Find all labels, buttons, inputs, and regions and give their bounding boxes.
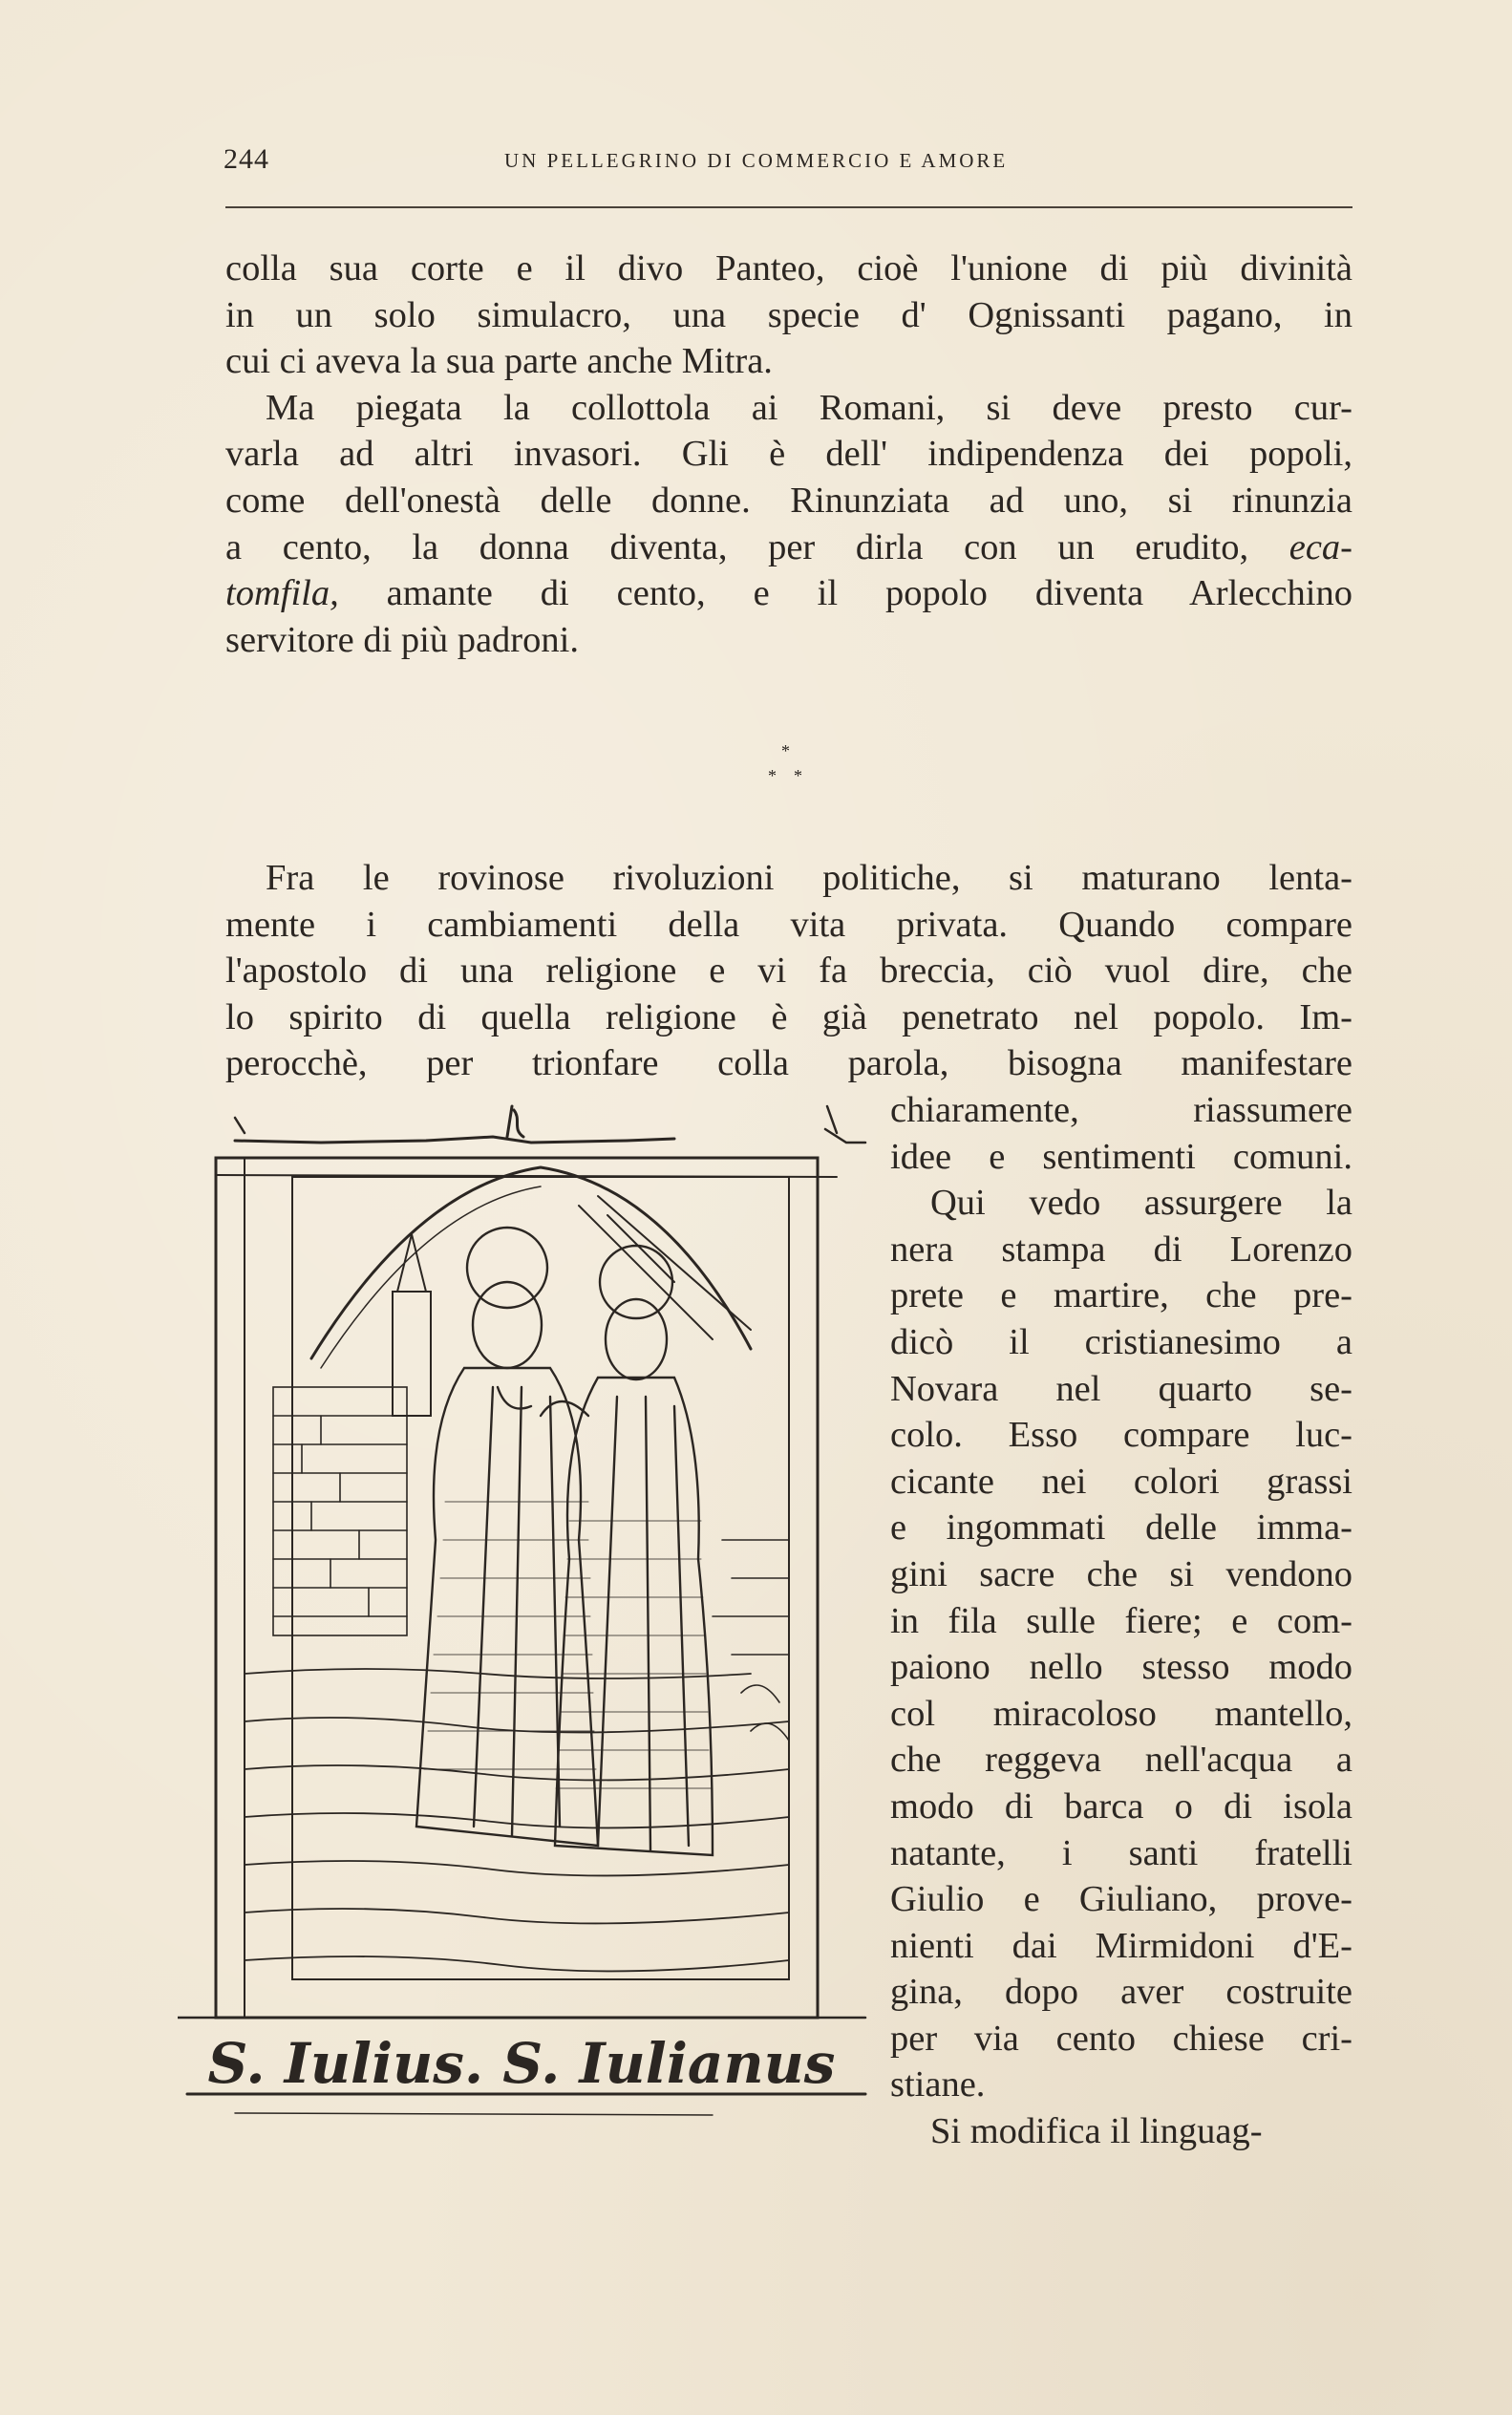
text-line: servitore di più padroni. <box>225 619 579 660</box>
text-line: e ingommati delle imma- <box>890 1507 1352 1549</box>
text-line: cui ci aveva la sua parte anche Mitra. <box>225 341 773 382</box>
header-rule <box>225 206 1352 208</box>
text-line: stiane. <box>890 2064 986 2105</box>
text-line: mente i cambiamenti della vita privata. Quando compare <box>225 904 1352 945</box>
paragraph-top <box>225 246 1352 663</box>
text-line: nera stampa di Lorenzo <box>890 1229 1352 1270</box>
text-line: gini sacre che si vendono <box>890 1553 1352 1594</box>
text-line: idee e sentimenti comuni. <box>890 1136 1352 1177</box>
text-line-with-italic <box>225 570 1352 617</box>
text-segment: a cento, la donna diventa, per dirla con un erudito, <box>225 526 1249 567</box>
text-line: natante, i santi fratelli <box>890 1832 1352 1873</box>
running-title: UN PELLEGRINO DI COMMERCIO E AMORE <box>504 149 1009 172</box>
text-line: perocchè, per trionfare colla parola, bisogna manifestare <box>225 1043 1352 1084</box>
text-line: per via cento chiese cri- <box>890 2018 1352 2059</box>
text-line: paiono nello stesso modo <box>890 1647 1352 1688</box>
text-line: prete e martire, che pre- <box>890 1275 1352 1316</box>
text-line: col miracoloso mantello, <box>890 1693 1352 1734</box>
text-segment: amante di cento, e il popolo diventa Arlecchino <box>386 573 1353 614</box>
italic-word: eca- <box>1288 526 1352 567</box>
illustration-caption: S. Iulius. S. Iulianus <box>207 2031 836 2096</box>
text-line: varla ad altri invasori. Gli è dell' indipendenza dei popoli, <box>225 434 1352 475</box>
text-line: in fila sulle fiere; e com- <box>890 1600 1352 1641</box>
text-line: Novara nel quarto se- <box>890 1368 1352 1409</box>
text-line: colo. Esso compare luc- <box>890 1415 1352 1456</box>
star-icon: * <box>794 766 802 785</box>
text-line: lo spirito di quella religione è già penetrato nel popolo. Im- <box>225 996 1352 1037</box>
paragraph-middle <box>225 855 1352 1087</box>
star-icon: * <box>768 766 777 785</box>
text-line: che reggeva nell'acqua a <box>890 1740 1352 1781</box>
text-line: Giulio e Giuliano, prove- <box>890 1879 1352 1920</box>
text-line-with-italic <box>225 524 1352 571</box>
side-column-text <box>890 1087 1352 2155</box>
page-header <box>224 143 1351 182</box>
text-line: colla sua corte e il divo Panteo, cioè l'unione di più divinità <box>225 248 1352 289</box>
text-line: in un solo simulacro, una specie d' Ognissanti pagano, in <box>225 294 1352 335</box>
text-line: modo di barca o di isola <box>890 1785 1352 1827</box>
star-icon: * <box>781 741 790 760</box>
text-line: nienti dai Mirmidoni d'E- <box>890 1925 1352 1966</box>
engraving-illustration <box>178 1101 871 2132</box>
text-line: Qui vedo assurgere la <box>930 1183 1352 1224</box>
text-line: l'apostolo di una religione e vi fa breccia, ciò vuol dire, che <box>225 951 1352 992</box>
engraving-svg <box>178 1101 871 2132</box>
text-line: gina, dopo aver costruite <box>890 1972 1352 2013</box>
text-line: dicò il cristianesimo a <box>890 1321 1352 1362</box>
text-line: cicante nei colori grassi <box>890 1461 1352 1502</box>
text-line: Ma piegata la collottola ai Romani, si deve presto cur- <box>266 387 1352 428</box>
text-line: Si modifica il linguag- <box>930 2111 1263 2152</box>
text-line: chiaramente, riassumere <box>890 1090 1352 1130</box>
italic-word: tomfila, <box>225 573 339 614</box>
text-line: come dell'onestà delle donne. Rinunziata ad uno, si rinunzia <box>225 480 1352 521</box>
text-line: Fra le rovinose rivoluzioni politiche, si maturano lenta- <box>266 858 1352 898</box>
page-number: 244 <box>224 143 269 175</box>
section-separator <box>764 741 812 789</box>
